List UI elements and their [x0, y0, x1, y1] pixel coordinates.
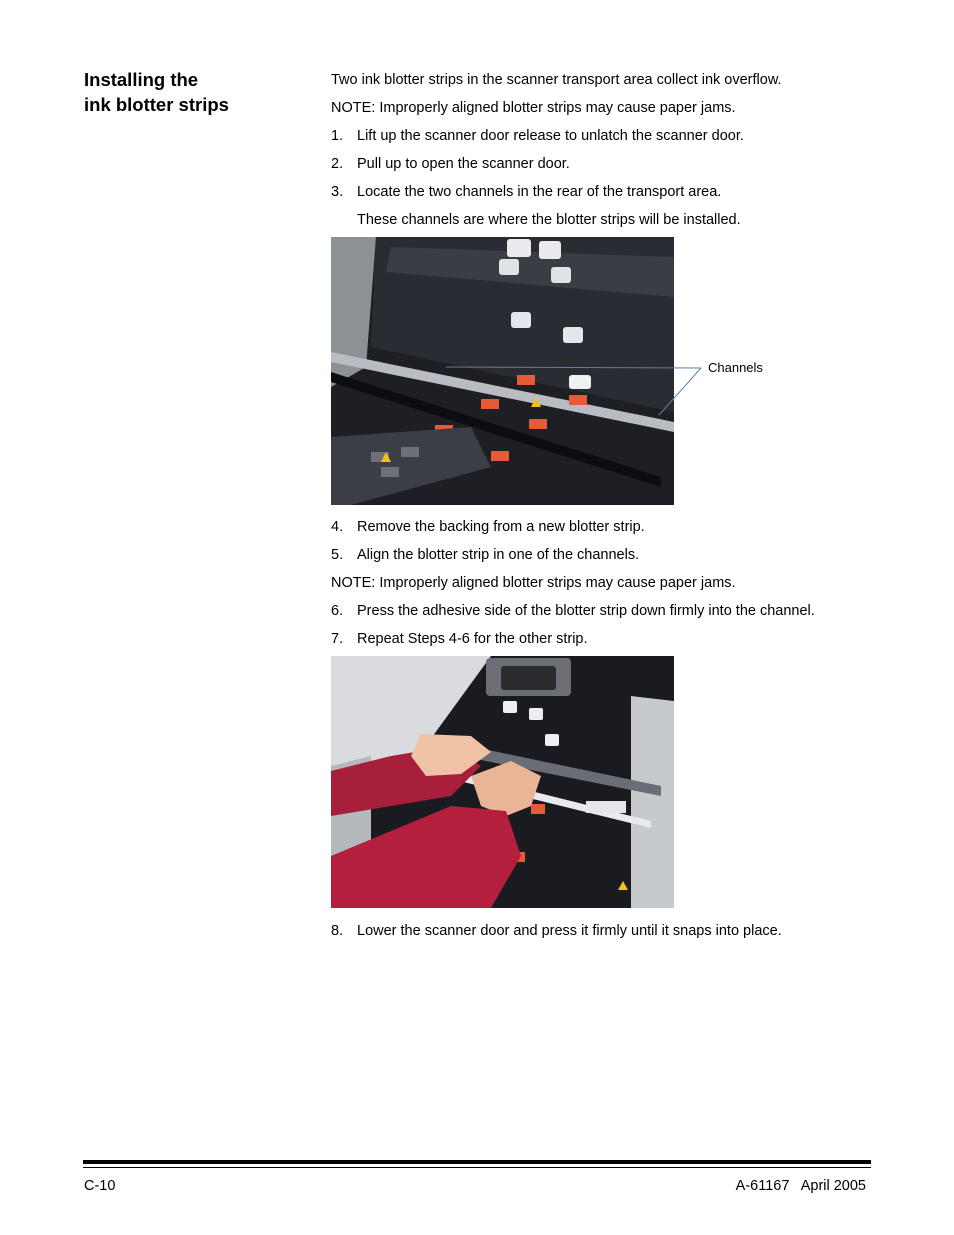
step-text: Align the blotter strip in one of the channels.	[357, 547, 640, 563]
note-paragraph: NOTE: Improperly aligned blotter strips may cause paper jams.	[331, 100, 736, 116]
step-number: 8.	[331, 923, 344, 939]
page-number: C-10	[84, 1178, 116, 1194]
section-heading-line2: ink blotter strips	[84, 94, 229, 115]
step-number: 7.	[331, 631, 344, 647]
footer-rule-thin	[83, 1167, 871, 1168]
channels-callout-label: Channels	[708, 360, 763, 375]
step-text: Pull up to open the scanner door.	[357, 156, 570, 172]
blotter-strip-install-photo	[331, 656, 674, 908]
step-text: Locate the two channels in the rear of the transport area.	[357, 184, 722, 200]
step-text: Remove the backing from a new blotter strip.	[357, 519, 645, 535]
note-paragraph: NOTE: Improperly aligned blotter strips may cause paper jams.	[331, 575, 736, 591]
step-number: 6.	[331, 603, 344, 619]
step-number: 1.	[331, 128, 344, 144]
intro-paragraph: Two ink blotter strips in the scanner transport area collect ink overflow.	[331, 72, 782, 88]
channels-callout-lines	[331, 237, 711, 437]
step-text: Press the adhesive side of the blotter strip down firmly into the channel.	[357, 603, 815, 619]
step-text: Lift up the scanner door release to unlatch the scanner door.	[357, 128, 744, 144]
step-number: 2.	[331, 156, 344, 172]
step-number: 3.	[331, 184, 344, 200]
footer-rule	[83, 1160, 871, 1164]
step-text: Lower the scanner door and press it firmly until it snaps into place.	[357, 923, 782, 939]
document-id-date: A-61167 April 2005	[735, 1178, 866, 1194]
step-number: 4.	[331, 519, 344, 535]
step-detail: These channels are where the blotter strips will be installed.	[357, 212, 741, 228]
step-text: Repeat Steps 4-6 for the other strip.	[357, 631, 588, 647]
section-heading-line1: Installing the	[84, 69, 199, 90]
section-heading	[84, 67, 304, 117]
step-number: 5.	[331, 547, 344, 563]
